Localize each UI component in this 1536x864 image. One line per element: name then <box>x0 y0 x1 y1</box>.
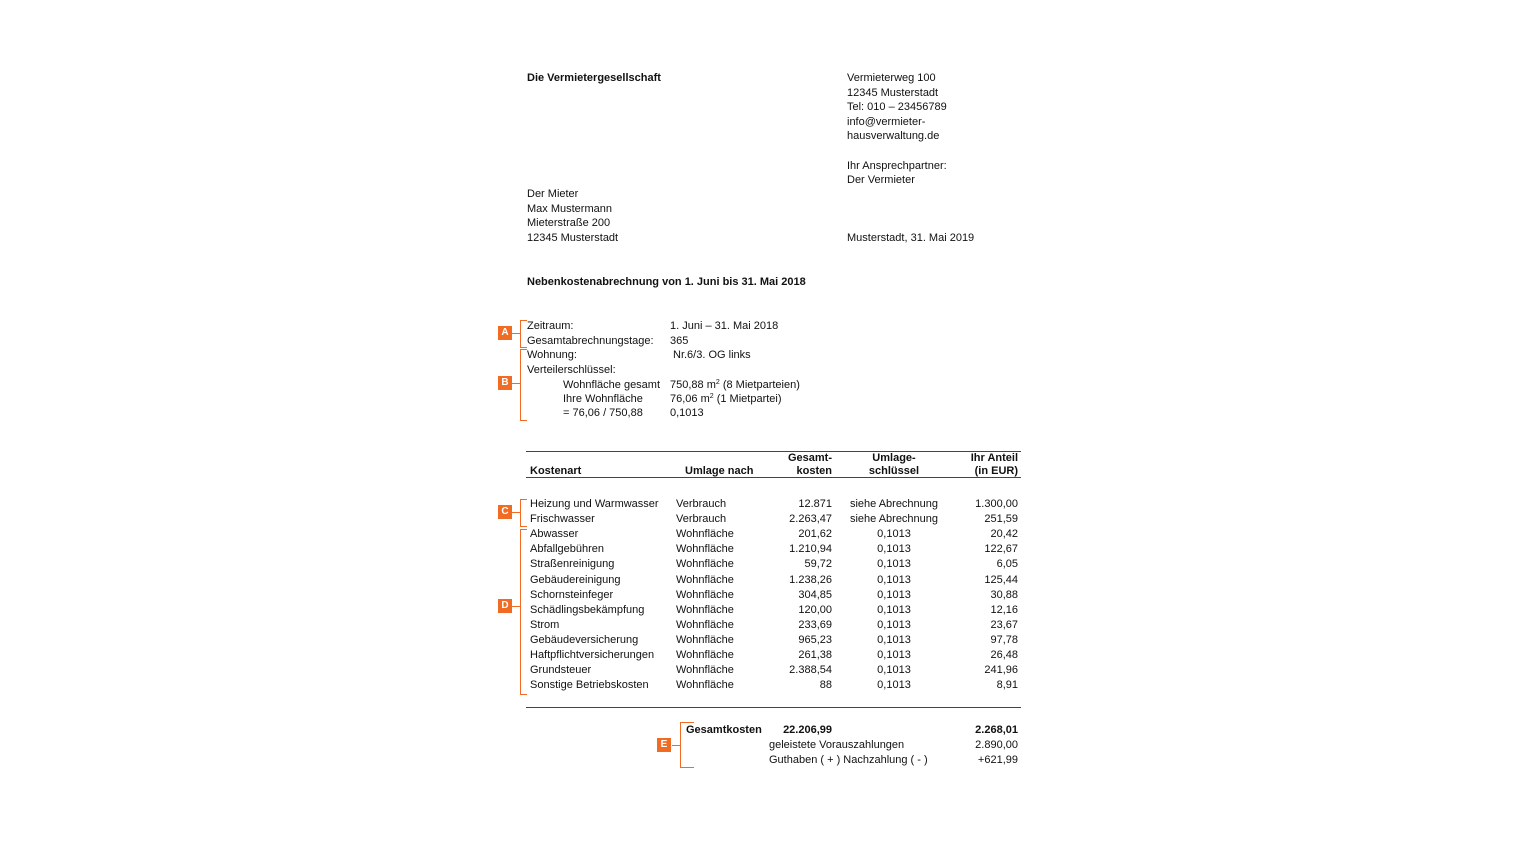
umlage-cell: Wohnfläche <box>676 588 734 601</box>
umlage-cell: Wohnfläche <box>676 603 734 616</box>
cost-type-cell: Abfallgebühren <box>530 543 605 556</box>
table-body <box>530 497 1020 697</box>
gesamtkosten-cell: 1.238,26 <box>789 573 832 586</box>
ratio-label: = 76,06 / 750,88 <box>563 407 643 419</box>
umlage-cell: Wohnfläche <box>676 664 734 677</box>
anteil-cell: 8,91 <box>996 679 1018 692</box>
header-anteil-line2: (in EUR) <box>974 464 1018 477</box>
recipient-address <box>527 187 618 245</box>
anteil-cell: 122,67 <box>984 543 1018 556</box>
anteil-cell: 20,42 <box>990 528 1018 541</box>
gesamtkosten-cell: 304,85 <box>798 588 832 601</box>
umlage-cell: Verbrauch <box>676 513 727 526</box>
table-row <box>530 633 1020 648</box>
gesamtkosten-cell: 965,23 <box>798 633 832 646</box>
gesamtkosten-cell: 2.388,54 <box>789 664 832 677</box>
table-row <box>530 497 1020 512</box>
marker-b: B <box>498 376 512 390</box>
anteil-cell: 26,48 <box>990 649 1018 661</box>
cost-type-cell: Abwasser <box>530 528 579 541</box>
gesamtkosten-cell: 2.263,47 <box>789 513 832 526</box>
table-row <box>530 573 1020 588</box>
vorauszahlungen-value: 2.890,00 <box>975 739 1018 751</box>
sender-name: Die Vermietergesellschaft <box>527 72 661 84</box>
umlage-cell: Wohnfläche <box>676 558 734 571</box>
anteil-cell: 241,96 <box>984 664 1018 677</box>
bracket-a <box>520 320 527 348</box>
wf-ihre-value: 76,06 $m^2$ (1 Mietpartei) <box>670 393 782 405</box>
umlageschluessel-cell: 0,1013 <box>877 633 911 646</box>
sender-email-line: hausverwaltung.de <box>847 130 940 143</box>
sender-address-line: Tel: 010 – 23456789 <box>847 101 947 114</box>
umlageschluessel-cell: siehe Abrechnung <box>849 498 939 510</box>
contact-label: Ihr Ansprechpartner: <box>847 159 947 172</box>
cost-type-cell: Haftpflichtversicherungen <box>530 649 655 661</box>
umlageschluessel-cell: 0,1013 <box>877 543 911 556</box>
bracket-e <box>680 722 694 768</box>
cost-type-cell: Gebäudeversicherung <box>530 633 639 646</box>
contact-name: Der Vermieter <box>847 174 915 187</box>
gesamtkosten-cell: 120,00 <box>798 603 832 616</box>
umlage-cell: Wohnfläche <box>676 543 734 556</box>
marker-e: E <box>657 738 671 752</box>
header-kostenart: Kostenart <box>530 465 582 477</box>
header-anteil-line1: Ihr Anteil <box>970 452 1018 464</box>
anteil-cell: 251,59 <box>984 513 1018 526</box>
sender-email-line: info@vermieter- <box>847 115 926 128</box>
umlageschluessel-cell: siehe Abrechnung <box>849 513 939 526</box>
saldo-value: +621,99 <box>977 754 1018 766</box>
saldo-label: Guthaben ( + ) Nachzahlung ( - ) <box>769 754 928 766</box>
table-row <box>530 512 1020 527</box>
gesamtkosten-label: Gesamtkosten <box>686 724 762 736</box>
sender-address-line: Vermieterweg 100 <box>847 72 936 84</box>
gesamtkosten-value: 22.206,99 <box>783 724 832 736</box>
bracket-c-tick <box>512 512 520 513</box>
table-row <box>530 618 1020 633</box>
gesamtkosten-cell: 261,38 <box>798 649 832 661</box>
gesamtkosten-cell: 233,69 <box>798 618 832 631</box>
umlageschluessel-cell: 0,1013 <box>877 618 911 631</box>
wf-ihre-label: Ihre Wohnfläche <box>563 393 643 405</box>
anteil-cell: 125,44 <box>984 573 1018 586</box>
anteil-cell: 1.300,00 <box>975 498 1018 510</box>
wohnung-label: Wohnung: <box>527 349 577 361</box>
anteil-cell: 6,05 <box>996 558 1018 571</box>
umlage-cell: Verbrauch <box>676 498 727 510</box>
umlageschluessel-cell: 0,1013 <box>877 588 911 601</box>
cost-type-cell: Straßenreinigung <box>530 558 615 571</box>
header-gesamtkosten-line1: Gesamt- <box>787 452 832 464</box>
cost-type-cell: Schornsteinfeger <box>530 588 614 601</box>
zeitraum-value: 1. Juni – 31. Mai 2018 <box>670 320 779 332</box>
sender-address-line: 12345 Musterstadt <box>847 86 939 99</box>
cost-type-cell: Frischwasser <box>530 513 595 526</box>
table-row <box>530 603 1020 618</box>
table-row <box>530 678 1020 693</box>
cost-type-cell: Gebäudereinigung <box>530 573 621 586</box>
schluessel-label: Verteilerschlüssel: <box>527 364 616 376</box>
bracket-d-tick <box>512 606 520 607</box>
wf-gesamt-value: 750,88 $m^2$ (8 Mietparteien) <box>670 379 800 391</box>
gesamtkosten-anteil: 2.268,01 <box>975 724 1018 736</box>
wohnung-value: Nr.6/3. OG links <box>673 349 751 361</box>
recipient-line: Mieterstraße 200 <box>527 217 611 230</box>
header-gesamtkosten-line2: kosten <box>796 464 832 477</box>
table-row <box>530 663 1020 678</box>
gesamtkosten-cell: 1.210,94 <box>789 543 832 556</box>
wf-gesamt-label: Wohnfläche gesamt <box>563 379 661 391</box>
umlage-cell: Wohnfläche <box>676 528 734 541</box>
zeitraum-label: Zeitraum: <box>527 320 574 332</box>
umlage-cell: Wohnfläche <box>676 649 734 661</box>
umlageschluessel-cell: 0,1013 <box>877 679 911 692</box>
umlageschluessel-cell: 0,1013 <box>877 573 911 586</box>
marker-a: A <box>498 326 512 340</box>
sender-address <box>847 71 947 188</box>
header-gesamtkosten <box>752 452 832 477</box>
umlage-cell: Wohnfläche <box>676 679 734 692</box>
marker-d: D <box>498 599 512 613</box>
header-key-line2: schlüssel <box>868 464 920 477</box>
gesamtkosten-cell: 59,72 <box>804 558 832 571</box>
anteil-cell: 23,67 <box>990 618 1018 631</box>
cost-type-cell: Sonstige Betriebskosten <box>530 679 649 692</box>
umlage-cell: Wohnfläche <box>676 633 734 646</box>
gesamtkosten-cell: 88 <box>819 679 832 692</box>
cost-type-cell: Strom <box>530 618 560 631</box>
recipient-line: Max Mustermann <box>527 202 612 215</box>
umlageschluessel-cell: 0,1013 <box>877 649 911 661</box>
umlageschluessel-cell: 0,1013 <box>877 664 911 677</box>
table-row <box>530 542 1020 557</box>
table-row <box>530 588 1020 603</box>
table-header-rule <box>526 477 1021 478</box>
bracket-d <box>520 529 527 695</box>
anteil-cell: 30,88 <box>990 588 1018 601</box>
header-key-line1: Umlage- <box>872 452 916 464</box>
anteil-cell: 12,16 <box>990 603 1018 616</box>
gesamtkosten-cell: 201,62 <box>798 528 832 541</box>
table-row <box>530 648 1020 663</box>
tage-value: 365 <box>670 335 689 347</box>
recipient-line: 12345 Musterstadt <box>527 231 619 244</box>
umlageschluessel-cell: 0,1013 <box>877 528 911 541</box>
header-umlageschluessel <box>844 452 944 477</box>
table-row <box>530 557 1020 572</box>
cost-type-cell: Heizung und Warmwasser <box>530 498 659 510</box>
gesamtkosten-cell: 12.871 <box>798 498 832 510</box>
table-row <box>530 527 1020 542</box>
vorauszahlungen-label: geleistete Vorauszahlungen <box>769 739 905 751</box>
cost-type-cell: Grundsteuer <box>530 664 592 677</box>
bracket-b <box>520 349 527 421</box>
bracket-b-tick <box>512 383 520 384</box>
recipient-line: Der Mieter <box>527 188 579 200</box>
umlage-cell: Wohnfläche <box>676 618 734 631</box>
umlage-cell: Wohnfläche <box>676 573 734 586</box>
header-anteil <box>938 452 1018 477</box>
cost-type-cell: Schädlingsbekämpfung <box>530 603 645 616</box>
marker-c: C <box>498 505 512 519</box>
header-umlage: Umlage nach <box>685 465 754 477</box>
umlageschluessel-cell: 0,1013 <box>877 558 911 571</box>
subject-line: Nebenkostenabrechnung von 1. Juni bis 31. Mai 2018 <box>527 276 806 288</box>
anteil-cell: 97,78 <box>990 633 1018 646</box>
umlageschluessel-cell: 0,1013 <box>877 603 911 616</box>
tage-label: Gesamtabrechnungstage: <box>527 335 654 347</box>
bracket-c <box>520 499 527 527</box>
bracket-a-tick <box>512 333 520 334</box>
totals-rule <box>526 707 1021 708</box>
bracket-e-tick <box>672 745 680 746</box>
ratio-value: 0,1013 <box>670 407 704 419</box>
date-line: Musterstadt, 31. Mai 2019 <box>847 232 975 244</box>
